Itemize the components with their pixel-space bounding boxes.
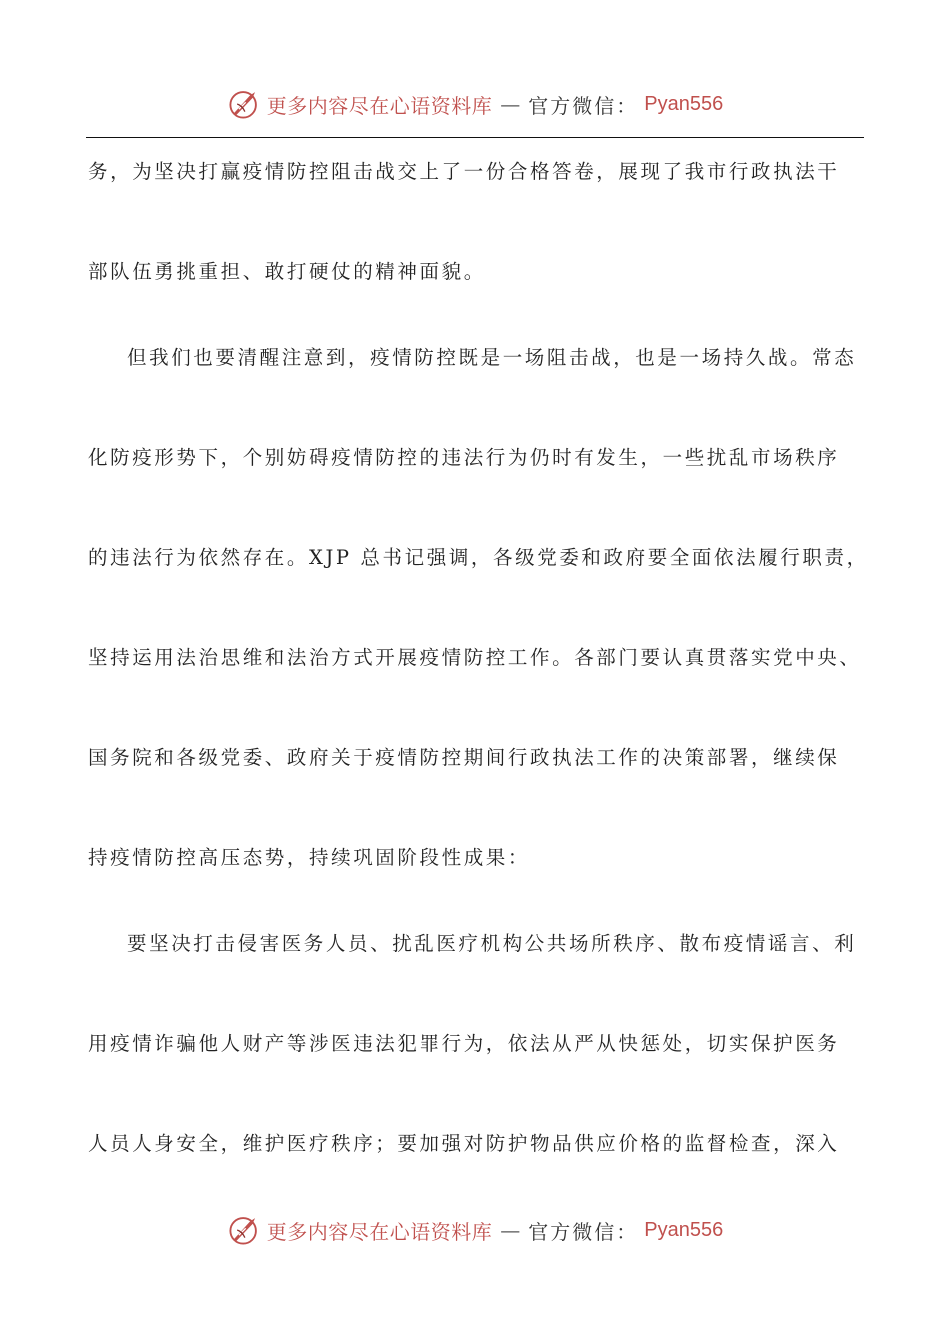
footer-contact-label: 官方微信： <box>528 1219 639 1244</box>
body-line: 但我们也要清醒注意到，疫情防控既是一场阻击战，也是一场持久战。常态 <box>127 346 857 369</box>
header-contact-id: Pyan556 <box>644 92 724 115</box>
body-line: 用疫情诈骗他人财产等涉医违法犯罪行为，依法从严从快惩处，切实保护医务 <box>88 1032 840 1055</box>
body-line: 部队伍勇挑重担、敢打硬仗的精神面貌。 <box>88 260 486 283</box>
header-divider <box>86 137 864 138</box>
body-line: 化防疫形势下，个别妨碍疫情防控的违法行为仍时有发生，一些扰乱市场秩序 <box>88 446 840 469</box>
footer-brand <box>227 1213 723 1247</box>
header-brand <box>227 87 723 121</box>
body-line: 持疫情防控高压态势，持续巩固阶段性成果： <box>88 846 531 869</box>
pen-nib-logo-icon <box>227 87 261 121</box>
pen-nib-logo-icon <box>227 1213 261 1247</box>
body-line: 人员人身安全，维护医疗秩序；要加强对防护物品供应价格的监督检查，深入 <box>88 1132 840 1155</box>
document-body <box>88 150 869 1222</box>
header-contact-label: 官方微信： <box>528 93 639 118</box>
body-line: 要坚决打击侵害医务人员、扰乱医疗机构公共场所秩序、散布疫情谣言、利 <box>127 932 857 955</box>
body-line: 坚持运用法治思维和法治方式开展疫情防控工作。各部门要认真贯落实党中央、 <box>88 646 862 669</box>
header-brand-text: 更多内容尽在心语资料库 <box>266 93 493 118</box>
footer-contact-id: Pyan556 <box>644 1218 724 1241</box>
page-header <box>0 82 950 126</box>
body-line: 务，为坚决打赢疫情防控阻击战交上了一份合格答卷，展现了我市行政执法干 <box>88 160 840 183</box>
footer-dash: — <box>500 1218 521 1242</box>
footer-brand-text: 更多内容尽在心语资料库 <box>266 1219 493 1244</box>
page-footer <box>0 1208 950 1252</box>
body-line: 的违法行为依然存在。XJP 总书记强调，各级党委和政府要全面依法履行职责， <box>88 546 869 569</box>
header-dash: — <box>500 92 521 116</box>
body-line: 国务院和各级党委、政府关于疫情防控期间行政执法工作的决策部署，继续保 <box>88 746 840 769</box>
